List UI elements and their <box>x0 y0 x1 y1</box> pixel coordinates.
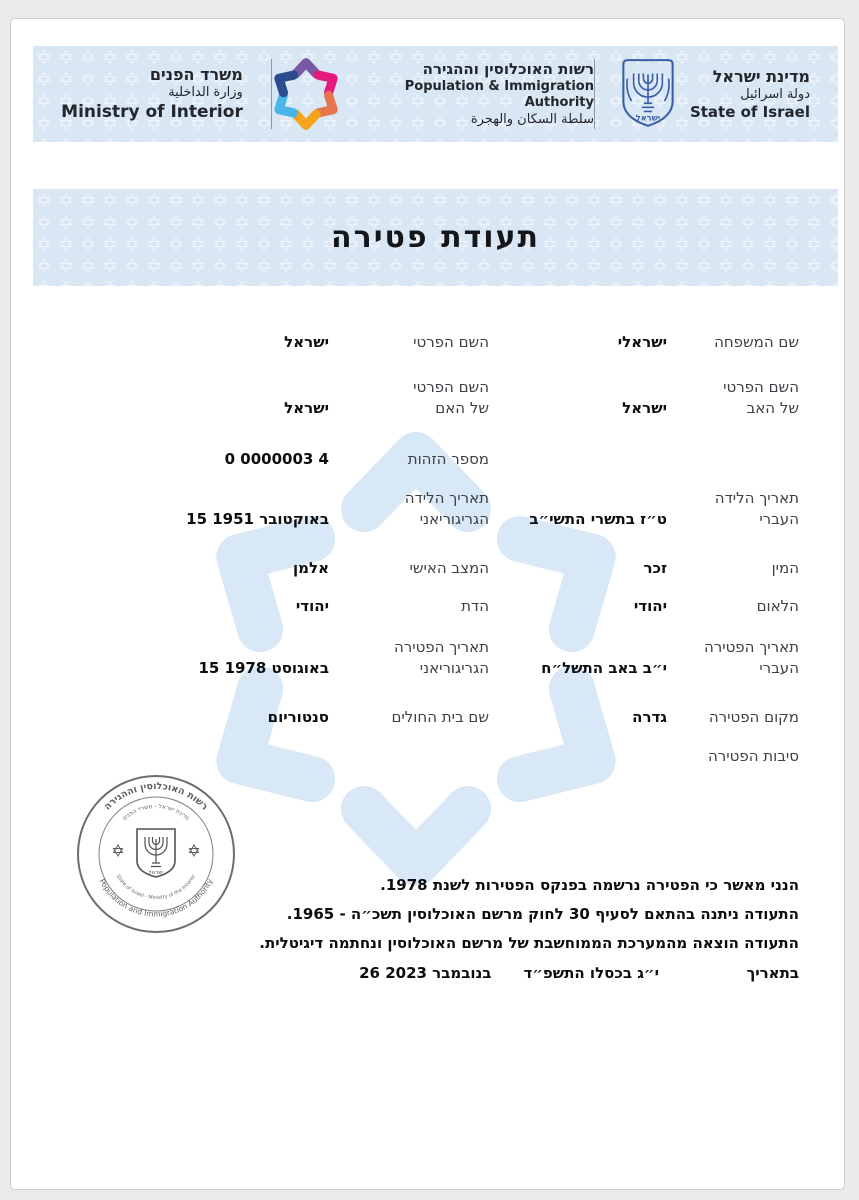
birth-gregorian-label: תאריך הלידה הגריגוריאני <box>404 489 489 528</box>
authority-ar: سلطة السكان والهجرة <box>470 111 594 127</box>
stamp-emblem-icon <box>137 829 175 877</box>
death-hebrew-value: י״ב באב התשל״ח <box>541 659 667 677</box>
row-death-place <box>31 707 799 728</box>
row-names <box>31 332 799 353</box>
svg-text:מדינת ישראל - משרד הפנים <box>122 803 190 822</box>
page-title: תעודת פטירה <box>331 220 540 255</box>
family-name-label: שם המשפחה <box>714 333 799 351</box>
row-nationality-religion <box>31 596 799 617</box>
death-place-label: מקום הפטירה <box>708 708 799 726</box>
authority-he: רשות האוכלוסין וההגירה <box>422 60 594 79</box>
birth-hebrew-value: ט״ז בתשרי התשי״ב <box>529 510 667 528</box>
id-number-label: מספר הזהות <box>407 450 489 468</box>
date-label: בתאריך <box>746 964 799 982</box>
stamp-inner-bottom: State of Israel - Ministry of the Interior <box>114 873 198 902</box>
row-parents <box>31 377 799 419</box>
header-band <box>33 46 838 142</box>
stamp-emblem-caption: ישראל <box>148 870 164 876</box>
stamp-ring-bottom: Population and Immigration Authority <box>97 877 215 919</box>
state-en: State of Israel <box>689 102 810 121</box>
nationality-value: יהודי <box>633 597 667 615</box>
stamp-star-left <box>114 845 123 856</box>
nationality-label: הלאום <box>756 597 799 615</box>
religion-value: יהודי <box>295 597 329 615</box>
date-hebrew: י״ג בכסלו התשפ״ד <box>523 964 659 982</box>
header-ministry-section <box>33 46 271 142</box>
state-he: מדינת ישראל <box>712 66 810 86</box>
certification-line-3: התעודה הוצאה מהמערכת הממוחשבת של מרשם האוכלוסין ונחתמה דיגיטלית. <box>259 934 799 952</box>
father-name-value: ישראל <box>622 399 667 417</box>
id-number-value: 0 0000003 4 <box>224 450 329 468</box>
certification-line-2: התעודה ניתנה בהתאם לסעיף 30 לחוק מרשם האוכלוסין תשכ״ה - 1965. <box>286 905 799 923</box>
authority-text <box>352 60 594 128</box>
certification-date-row <box>31 959 799 988</box>
ministry-ar: وزارة الداخلية <box>168 85 243 101</box>
birth-gregorian-value: 15 באוקטובר 1951 <box>186 510 329 528</box>
ministry-en: Ministry of Interior <box>61 101 243 122</box>
row-death-causes <box>31 746 799 767</box>
stamp-star-right <box>190 845 199 856</box>
marital-status-value: אלמן <box>293 559 329 577</box>
stamp-ring-top: רשות האוכלוסין וההגירה <box>101 780 211 813</box>
death-gregorian-label: תאריך הפטירה הגריגוריאני <box>393 638 489 677</box>
state-text <box>690 67 810 122</box>
stamp-inner-top: מדינת ישראל - משרד הפנים <box>121 803 191 822</box>
ministry-he: משרד הפנים <box>149 65 243 85</box>
gender-label: המין <box>771 559 799 577</box>
row-gender-status <box>31 558 799 579</box>
family-name-value: ישראלי <box>617 333 667 351</box>
header-state-section <box>595 46 838 142</box>
certification-line-1: הנני מאשר כי הפטירה נרשמה בפנקס הפטירות לשנת 1978. <box>380 876 799 894</box>
gender-value: זכר <box>643 559 667 577</box>
record-fields <box>11 332 844 767</box>
birth-hebrew-label: תאריך הלידה העברי <box>714 489 799 528</box>
official-stamp <box>71 769 241 939</box>
date-gregorian: 26 בנובמבר 2023 <box>359 964 492 982</box>
row-birth-date <box>31 488 799 530</box>
mother-name-value: ישראל <box>284 399 329 417</box>
authority-star-logo-icon <box>272 51 340 137</box>
marital-status-label: המצב האישי <box>409 559 489 577</box>
state-ar: دولة اسرائيل <box>740 86 810 102</box>
death-gregorian-value: 15 באוגוסט 1978 <box>198 659 329 677</box>
death-place-value: גדרה <box>632 708 667 726</box>
mother-name-label: השם הפרטי של האם <box>413 378 489 417</box>
first-name-label: השם הפרטי <box>413 333 489 351</box>
first-name-value: ישראל <box>284 333 329 351</box>
row-id <box>31 449 799 470</box>
title-band <box>33 189 838 286</box>
certificate-page <box>10 18 845 1190</box>
hospital-name-label: שם בית החולים <box>391 708 489 726</box>
authority-en: Population & Immigration Authority <box>404 79 594 111</box>
hospital-name-value: סנטוריום <box>267 708 329 726</box>
death-hebrew-label: תאריך הפטירה העברי <box>703 638 799 677</box>
death-causes-label: סיבות הפטירה <box>708 747 799 765</box>
emblem-caption: ישראל <box>635 112 661 123</box>
header-authority-section <box>272 46 594 142</box>
israel-emblem-icon <box>616 56 680 132</box>
ministry-text <box>61 65 243 123</box>
father-name-label: השם הפרטי של האב <box>723 378 799 417</box>
row-death-date <box>31 637 799 679</box>
religion-label: הדת <box>461 597 489 615</box>
